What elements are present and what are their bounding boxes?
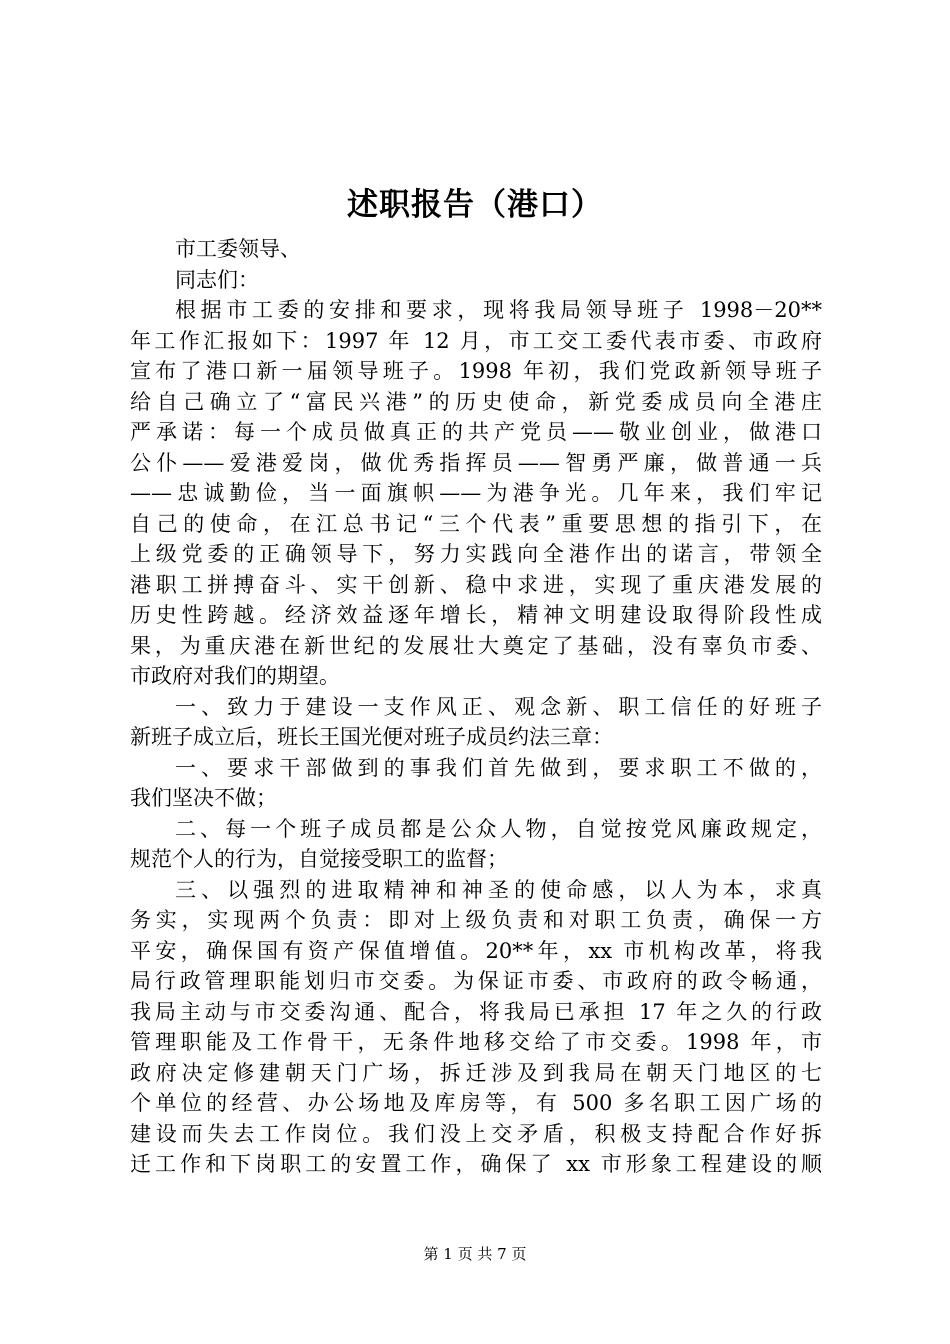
body-line: 历史性跨越。经济效益逐年增长，精神文明建设取得阶段性成 (130, 603, 822, 627)
document-body (130, 234, 822, 1180)
document-title: 述职报告（港口） (347, 187, 603, 223)
body-line: 务实，实现两个负责：即对上级负责和对职工负责，确保一方 (130, 908, 822, 932)
body-line: 上级党委的正确领导下，努力实践向全港作出的诺言，带领全 (130, 542, 822, 566)
body-line: 我们坚决不做； (130, 786, 277, 810)
body-line: 平安，确保国有资产保值增值。20**年，xx 市机构改革，将我 (130, 938, 822, 963)
body-line: 根据市工委的安排和要求，现将我局领导班子 1998－20** (175, 298, 822, 322)
body-line: 市政府对我们的期望。 (130, 664, 340, 688)
body-line: 我局主动与市交委沟通、配合，将我局已承担 17 年之久的行政 (130, 999, 822, 1024)
body-line: 给自己确立了“富民兴港”的历史使命，新党委成员向全港庄 (130, 389, 822, 414)
body-line: 个单位的经营、办公场地及库房等，有 500 多名职工因广场的 (130, 1091, 822, 1115)
body-line: 年工作汇报如下：1997 年 12 月，市工交工委代表市委、市政府 (130, 328, 822, 353)
body-line: 三、以强烈的进取精神和神圣的使命感，以人为本，求真 (175, 877, 822, 902)
body-line: 公仆——爱港爱岗，做优秀指挥员——智勇严廉，做普通一兵 (130, 450, 822, 475)
body-line: 宣布了港口新一届领导班子。1998 年初，我们党政新领导班子 (130, 359, 822, 383)
body-line: 迁工作和下岗职工的安置工作，确保了 xx 市形象工程建设的顺 (130, 1152, 822, 1176)
page-footer: 第 1 页 共 7 页 (423, 1245, 527, 1263)
body-line: 新班子成立后，班长王国光便对班子成员约法三章： (130, 725, 613, 749)
body-line: 建设而失去工作岗位。我们没上交矛盾，积极支持配合作好拆 (130, 1121, 822, 1146)
body-line: 二、每一个班子成员都是公众人物，自觉按党风廉政规定， (175, 816, 822, 841)
body-line: 一、要求干部做到的事我们首先做到，要求职工不做的， (175, 755, 822, 780)
body-line: 严承诺：每一个成员做真正的共产党员——敬业创业，做港口 (130, 420, 822, 444)
body-line: 港职工拼搏奋斗、实干创新、稳中求进，实现了重庆港发展的 (130, 572, 822, 597)
body-line: 规范个人的行为，自觉接受职工的监督； (130, 847, 508, 871)
body-line: 一、致力于建设一支作风正、观念新、职工信任的好班子 (175, 694, 822, 719)
body-line: 同志们： (175, 267, 259, 292)
body-line: 局行政管理职能划归市交委。为保证市委、市政府的政令畅通， (130, 969, 822, 993)
body-line: 自己的使命，在江总书记“三个代表”重要思想的指引下，在 (130, 511, 822, 536)
body-line: 管理职能及工作骨干，无条件地移交给了市交委。1998 年，市 (130, 1030, 822, 1054)
body-line: 政府决定修建朝天门广场，拆迁涉及到我局在朝天门地区的七 (130, 1060, 822, 1085)
body-line: ——忠诚勤俭，当一面旗帜——为港争光。几年来，我们牢记 (130, 481, 822, 505)
body-line: 市工委领导、 (175, 237, 301, 261)
body-line: 果，为重庆港在新世纪的发展壮大奠定了基础，没有辜负市委、 (130, 633, 822, 658)
